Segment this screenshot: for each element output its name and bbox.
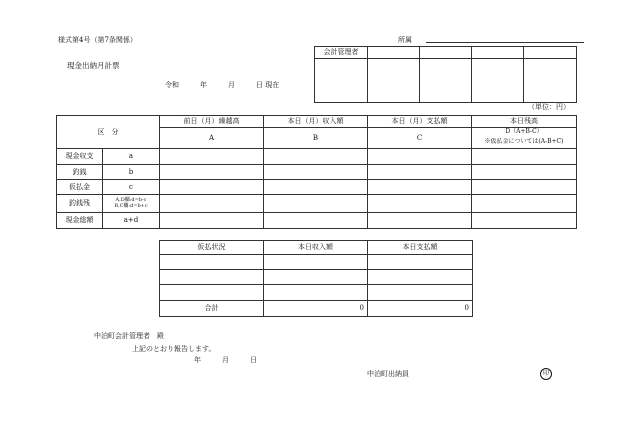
amount-cell[interactable]: [264, 165, 368, 180]
approval-seal-cell: [315, 59, 368, 103]
approval-box: [314, 46, 577, 103]
cash-summary-table: [56, 115, 577, 229]
amount-cell[interactable]: [368, 213, 472, 229]
amount-cell[interactable]: [472, 165, 577, 180]
total-label: 合計: [160, 301, 264, 317]
formula-line: A,D欄:d=b-c: [115, 196, 147, 203]
signer-title: 中泊町出納員: [367, 370, 409, 378]
col-header: 本日（月）支払額: [368, 116, 472, 128]
row-code: a+d: [103, 213, 160, 229]
affiliation-line: [426, 42, 584, 43]
approval-seal-cell: [524, 59, 577, 103]
row-code: b: [103, 165, 160, 180]
col-header: 本日残高: [472, 116, 577, 128]
amount-cell[interactable]: [264, 180, 368, 195]
advance-header: 本日支払額: [368, 241, 473, 255]
amount-cell[interactable]: [264, 195, 368, 213]
affiliation-label: 所属: [398, 36, 412, 44]
addressee: 中泊町会計管理者 殿: [94, 332, 164, 340]
table-row: [57, 149, 577, 165]
amount-cell[interactable]: [472, 213, 577, 229]
form-number: 様式第4号（第7条関係）: [58, 36, 137, 44]
total-income: 0: [264, 301, 368, 317]
table-row: [160, 255, 473, 270]
advance-cell[interactable]: [368, 270, 473, 285]
row-label: 釣銭残: [57, 195, 103, 213]
amount-cell[interactable]: [368, 165, 472, 180]
page-title: 現金出納月計票: [67, 61, 120, 70]
advance-cell[interactable]: [264, 285, 368, 301]
table-row: [57, 213, 577, 229]
approval-seal-cell: [368, 59, 420, 103]
table-row: [160, 270, 473, 285]
table-row: [57, 165, 577, 180]
col-header: 前日（月）繰越高: [160, 116, 264, 128]
row-label: 現金収支: [57, 149, 103, 165]
amount-cell[interactable]: [160, 213, 264, 229]
advance-cell[interactable]: [368, 255, 473, 270]
advance-cell[interactable]: [264, 270, 368, 285]
advance-cell[interactable]: [160, 255, 264, 270]
report-date: 令和 年 月 日 現在: [165, 81, 280, 89]
amount-cell[interactable]: [264, 149, 368, 165]
amount-cell[interactable]: [160, 180, 264, 195]
amount-cell[interactable]: [368, 149, 472, 165]
unit-label: （単位：円）: [528, 103, 570, 111]
amount-cell[interactable]: [472, 195, 577, 213]
total-payment: 0: [368, 301, 473, 317]
advance-cell[interactable]: [264, 255, 368, 270]
advance-cell[interactable]: [160, 285, 264, 301]
row-code: a: [103, 149, 160, 165]
approval-seal-cell: [472, 59, 524, 103]
approval-header-cell: [524, 47, 577, 59]
col-code: B: [264, 128, 368, 149]
approval-seal-cell: [420, 59, 472, 103]
col-note: ※仮払金については(A-B+C): [472, 138, 577, 149]
report-footer-date: 年 月 日: [194, 356, 257, 364]
report-statement: 上記のとおり報告します。: [132, 345, 216, 353]
approval-header-cell: [420, 47, 472, 59]
amount-cell[interactable]: [160, 149, 264, 165]
formula-line: B,C欄:d=b+c: [114, 202, 148, 209]
table-row: [57, 195, 577, 213]
advance-cell[interactable]: [368, 285, 473, 301]
row-code: c: [103, 180, 160, 195]
approval-header-label: 会計管理者: [315, 47, 368, 59]
table-row: [57, 180, 577, 195]
amount-cell[interactable]: [472, 149, 577, 165]
amount-cell[interactable]: [160, 165, 264, 180]
amount-cell[interactable]: [160, 195, 264, 213]
col-code: A: [160, 128, 264, 149]
table-row: [160, 285, 473, 301]
amount-cell[interactable]: [264, 213, 368, 229]
amount-cell[interactable]: [472, 180, 577, 195]
category-header: 区 分: [57, 116, 160, 149]
row-label: 仮払金: [57, 180, 103, 195]
advance-header: 仮払状況: [160, 241, 264, 255]
advance-status-table: [159, 240, 473, 317]
approval-header-cell: [368, 47, 420, 59]
seal-icon: 印: [540, 368, 552, 380]
approval-header-cell: [472, 47, 524, 59]
row-label: 現金総額: [57, 213, 103, 229]
col-code: D（A+B-C）: [472, 128, 577, 138]
col-code: C: [368, 128, 472, 149]
advance-cell[interactable]: [160, 270, 264, 285]
row-code-formula: [103, 195, 160, 213]
amount-cell[interactable]: [368, 195, 472, 213]
total-row: [160, 301, 473, 317]
advance-header: 本日収入額: [264, 241, 368, 255]
amount-cell[interactable]: [368, 180, 472, 195]
col-header: 本日（月）収入額: [264, 116, 368, 128]
row-label: 釣銭: [57, 165, 103, 180]
